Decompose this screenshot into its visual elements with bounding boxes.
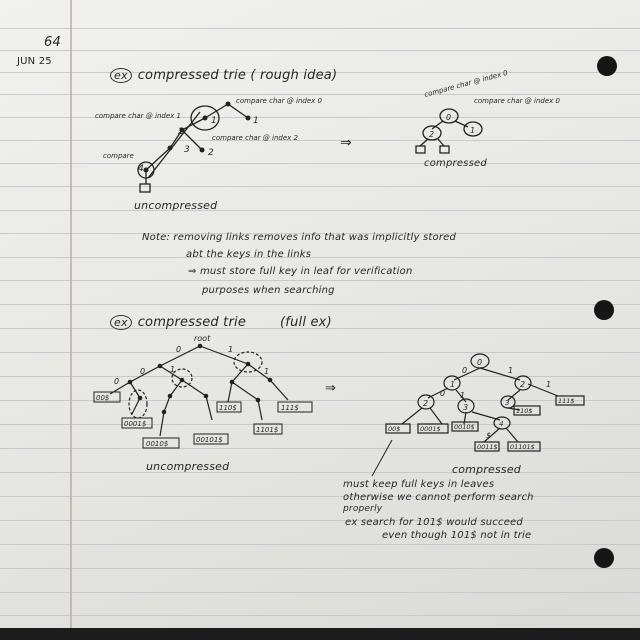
note-line-3: ⇒ must store full key in leaf for verification <box>188 266 413 277</box>
explanation-line-1: must keep full keys in leaves <box>343 479 495 490</box>
node-label: 1 <box>450 380 456 389</box>
example-line-1: ex search for 101$ would succeed <box>345 517 523 528</box>
annotation-compare-index1: compare char @ index 1 <box>95 112 181 120</box>
node-label: 3 <box>505 399 510 407</box>
transform-arrow: ⇒ <box>340 135 352 151</box>
uncompressed-trie-full-nodes <box>128 344 273 415</box>
leaf-key: 0010$ <box>146 440 169 448</box>
node-label: 1 <box>211 116 217 126</box>
leaf-key: 00$ <box>96 394 110 402</box>
node-label: 3 <box>463 403 469 412</box>
edge-label: 0 <box>140 367 146 376</box>
edge-label: $ <box>486 431 492 440</box>
explanation-line-3: properly <box>343 504 383 514</box>
leaf-key: 0011$ <box>477 443 498 451</box>
leaf-key: 111$ <box>281 404 299 412</box>
edge-label: 1 <box>264 367 270 376</box>
annotation-compare-top: compare char @ index 0 <box>423 68 509 99</box>
uncompressed-caption: uncompressed <box>134 199 218 212</box>
node-label: 2 <box>429 130 435 139</box>
edge-label: 0 <box>462 366 468 375</box>
annotation-compare-index2: compare char @ index 2 <box>212 134 298 142</box>
note-line-4: purposes when searching <box>202 285 335 296</box>
annotation-compare-index0: compare char @ index 0 <box>236 97 322 105</box>
leaf-key: 00101$ <box>196 436 223 444</box>
ex-marker: ex <box>110 315 132 330</box>
node-label: 0 <box>477 358 483 367</box>
leaf-key: 110$ <box>516 407 533 415</box>
section1-title-text: compressed trie ( rough idea) <box>137 68 338 83</box>
node-label: 2 <box>423 399 429 408</box>
leaf-key: 0010$ <box>454 423 475 431</box>
explanation-line-2: otherwise we cannot perform search <box>343 492 534 503</box>
node-label: 3 <box>184 145 190 155</box>
edge-label: 1 <box>546 380 552 389</box>
leaf-key: 00$ <box>388 425 401 433</box>
root-label: root <box>194 334 211 343</box>
section2-title-text: compressed trie <box>137 315 247 330</box>
node-label: 2 <box>208 148 214 158</box>
edge-label: 0 <box>440 389 446 398</box>
node-label: 1 <box>253 116 259 126</box>
page-date: JUN 25 <box>17 56 52 67</box>
compressed-trie-full <box>386 354 584 451</box>
edge-label: 0 <box>176 345 182 354</box>
compressed-caption: compressed <box>424 158 487 169</box>
page-number: 64 <box>44 35 61 50</box>
example-line-2: even though 101$ not in trie <box>382 530 532 541</box>
uncompressed-caption-2: uncompressed <box>146 460 230 473</box>
ex-marker: ex <box>110 68 132 83</box>
node-label: 4 <box>138 164 144 174</box>
edge-label: 1 <box>460 391 466 400</box>
edge-label: 1 <box>508 366 514 375</box>
leaf-key: 0001$ <box>420 425 441 433</box>
node-label: 2 <box>520 380 526 389</box>
leaf-key: 111$ <box>558 397 575 405</box>
leaf-key: 110$ <box>219 404 237 412</box>
leaf-key: 0001$ <box>124 420 147 428</box>
transform-arrow-2: ⇒ <box>325 381 336 396</box>
edge-label: 0 <box>114 377 120 386</box>
annotation-compare: compare <box>103 152 134 160</box>
section2-subtitle: (full ex) <box>280 315 332 330</box>
edge-label: 1 <box>228 345 234 354</box>
edge-label: 1 <box>170 365 176 374</box>
leaf-key: 1101$ <box>256 426 279 434</box>
node-label: 4 <box>499 420 504 428</box>
note-line-1: Note: removing links removes info that was implicitly stored <box>142 232 457 243</box>
node-label: 1 <box>470 126 476 135</box>
leaf-key: 01101$ <box>510 443 535 451</box>
note-line-2: abt the keys in the links <box>186 249 312 260</box>
node-label: 2 <box>178 127 184 137</box>
compressed-caption-2: compressed <box>452 463 521 476</box>
pointer-arrow <box>372 440 392 476</box>
annotation-compare-right: compare char @ index 0 <box>474 97 560 105</box>
node-label: 0 <box>446 113 452 122</box>
